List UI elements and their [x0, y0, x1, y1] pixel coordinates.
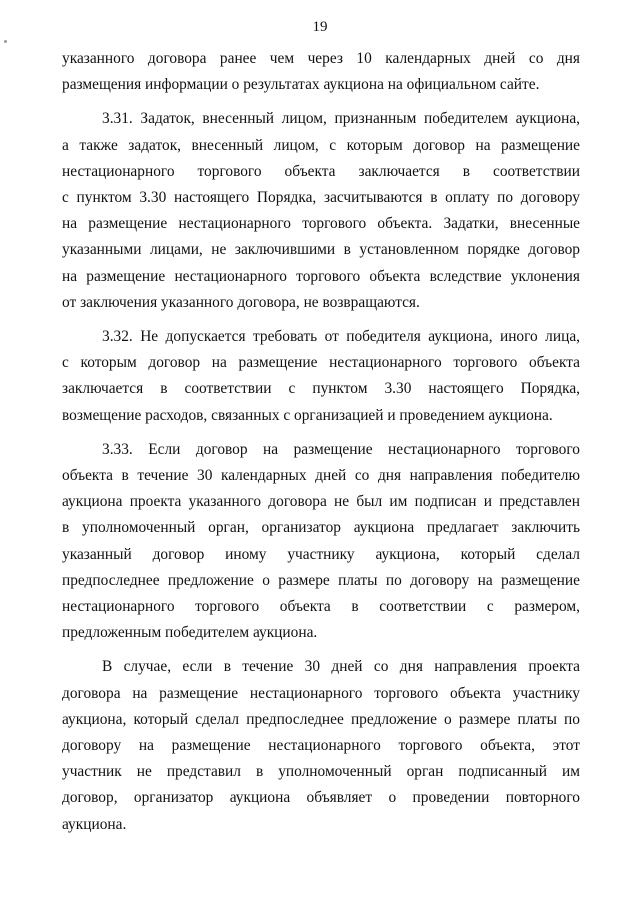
text-line: указанными лицами, не заключившими в установленном порядке договор [62, 241, 580, 259]
text-line: договор, организатор аукциона объявляет о проведении повторного [62, 789, 580, 807]
text-line: с которым договор на размещение нестационарного торгового объекта [62, 354, 580, 372]
text-line: аукциона. [62, 815, 127, 833]
text-line: с пунктом 3.30 настоящего Порядка, засчитываются в оплату по договору [62, 189, 580, 207]
text-line: указанного договора ранее чем через 10 календарных дней со дня [62, 50, 580, 67]
scan-speck [4, 40, 7, 43]
text-line: 3.33. Если договор на размещение нестационарного торгового [102, 440, 580, 458]
text-line: нестационарного торгового объекта в соответствии с размером, [62, 598, 580, 616]
text-line: возмещение расходов, связанных с организацией и проведением аукциона. [62, 406, 553, 424]
paragraph-3-33 [62, 437, 580, 647]
text-line: на размещение нестационарного торгового объекта вследствие уклонения [62, 267, 580, 285]
paragraph-continuation [62, 46, 580, 98]
text-line: на размещение нестационарного торгового объекта. Задатки, внесенные [62, 215, 580, 233]
text-line: участник не представил в уполномоченный орган подписанный им [62, 763, 580, 781]
text-line: от заключения указанного договора, не возвращаются. [62, 293, 420, 311]
paragraph-case [62, 654, 580, 837]
text-line: предложенным победителем аукциона. [62, 624, 318, 642]
text-line: договора на размещение нестационарного торгового объекта участнику [62, 684, 580, 702]
text-line: 3.32. Не допускается требовать от победителя аукциона, иного лица, [102, 328, 580, 346]
text-line: а также задаток, внесенный лицом, с которым договор на размещение [62, 136, 580, 154]
text-line: предпоследнее предложение о размере платы по договору на размещение [62, 571, 580, 589]
text-line: в уполномоченный орган, организатор аукциона предлагает заключить [62, 519, 580, 537]
text-line: нестационарного торгового объекта заключается в соответствии [62, 162, 580, 180]
text-line: указанный договор иному участнику аукциона, который сделал [62, 545, 580, 563]
paragraph-3-32 [62, 324, 580, 429]
text-line: аукциона, который сделал предпоследнее предложение о размере платы по [62, 710, 580, 728]
text-line: аукциона проекта указанного договора не был им подписан и представлен [62, 493, 580, 511]
document-body [62, 46, 580, 846]
paragraph-3-31 [62, 106, 580, 316]
text-line: заключается в соответствии с пунктом 3.30 настоящего Порядка, [62, 380, 580, 398]
text-line: В случае, если в течение 30 дней со дня направления проекта [102, 658, 580, 676]
text-line: объекта в течение 30 календарных дней со дня направления победителю [62, 467, 580, 485]
text-line: 3.31. Задаток, внесенный лицом, признанным победителем аукциона, [102, 110, 580, 128]
text-line: размещения информации о результатах аукциона на официальном сайте. [62, 76, 540, 94]
text-line: договору на размещение нестационарного торгового объекта, этот [62, 737, 580, 755]
page-number: 19 [312, 19, 328, 35]
